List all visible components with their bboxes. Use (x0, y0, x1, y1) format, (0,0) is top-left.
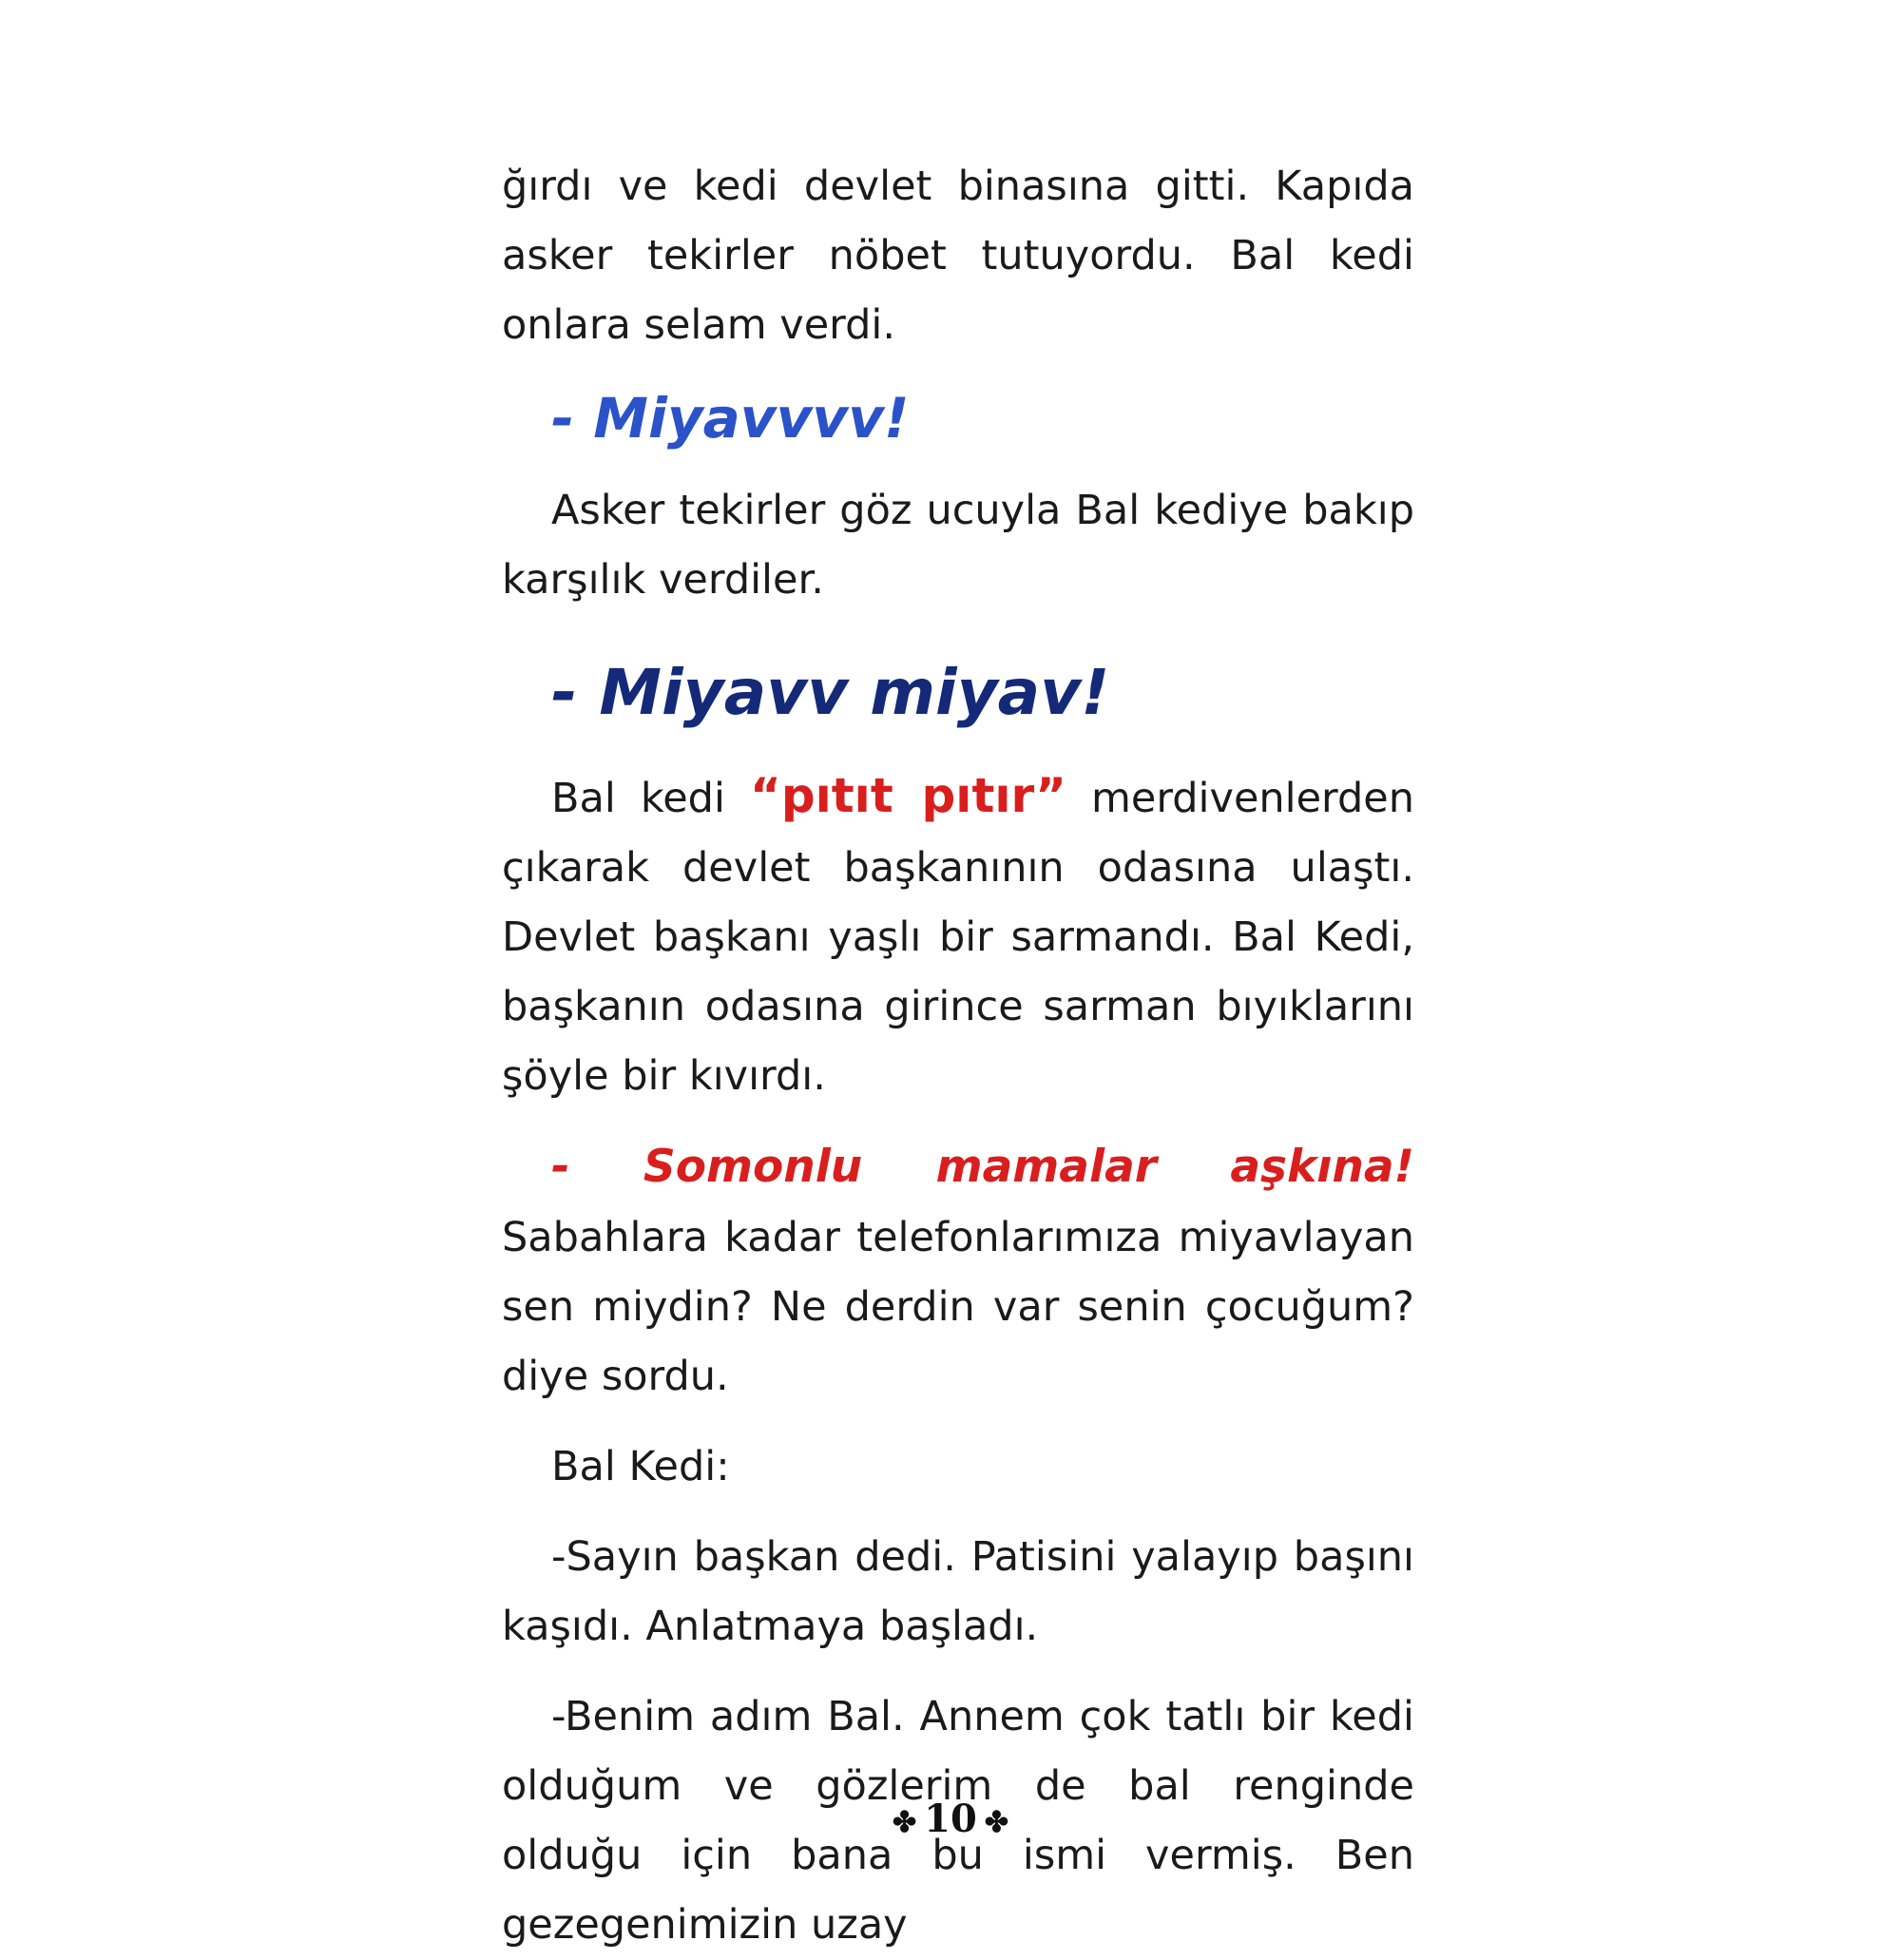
paragraph-5: Bal Kedi: (551, 1443, 730, 1490)
page-number: 10 (924, 1797, 977, 1841)
paragraph-1: ğırdı ve kedi devlet binasına gitti. Kapıda asker tekirler nöbet tutuyordu. Bal kedi onlara selam verdi. (502, 163, 1414, 349)
dialogue-miyavvvv: - Miyavvvv! (551, 386, 910, 451)
paragraph-2: Asker tekirler göz ucuyla Bal kediye bakıp karşılık verdiler. (502, 487, 1414, 604)
paragraph-4 (502, 1132, 1414, 1412)
dialogue-miyavv-miyav: - Miyavv miyav! (551, 656, 1110, 729)
pitir-sound: “pıtıt pıtır” (749, 768, 1066, 823)
paragraph-4-rest: Sabahlara kadar telefonlarımıza miyavlayan sen miydin? Ne derdin var senin çocuğum? diye sordu. (502, 1214, 1414, 1400)
paragraph-6: -Sayın başkan dedi. Patisini yalayıp başını kaşıdı. Anlatmaya başladı. (502, 1533, 1414, 1650)
paragraph-3 (502, 761, 1414, 1111)
book-page (502, 152, 1414, 1960)
page-footer (0, 1797, 1901, 1841)
somonlu-exclamation: - Somonlu mamalar aşkına! (551, 1141, 1414, 1193)
paragraph-7: -Benim adım Bal. Annem çok tatlı bir kedi olduğum ve gözlerim de bal renginde olduğu için bana bu ismi vermiş. Ben gezegenimizin uzay (502, 1693, 1414, 1949)
paragraph-3-start: Bal kedi (551, 775, 750, 822)
right-paw-icon: ✤ (984, 1805, 1008, 1839)
left-paw-icon: ✤ (893, 1805, 917, 1839)
paragraph-3-rest: merdivenlerden çıkarak devlet başkanının odasına ulaştı. Devlet başkanı yaşlı bir sarmandı. Bal Kedi, başkanın odasına girince sarman bıyıklarını şöyle bir kıvırdı. (502, 775, 1414, 1100)
